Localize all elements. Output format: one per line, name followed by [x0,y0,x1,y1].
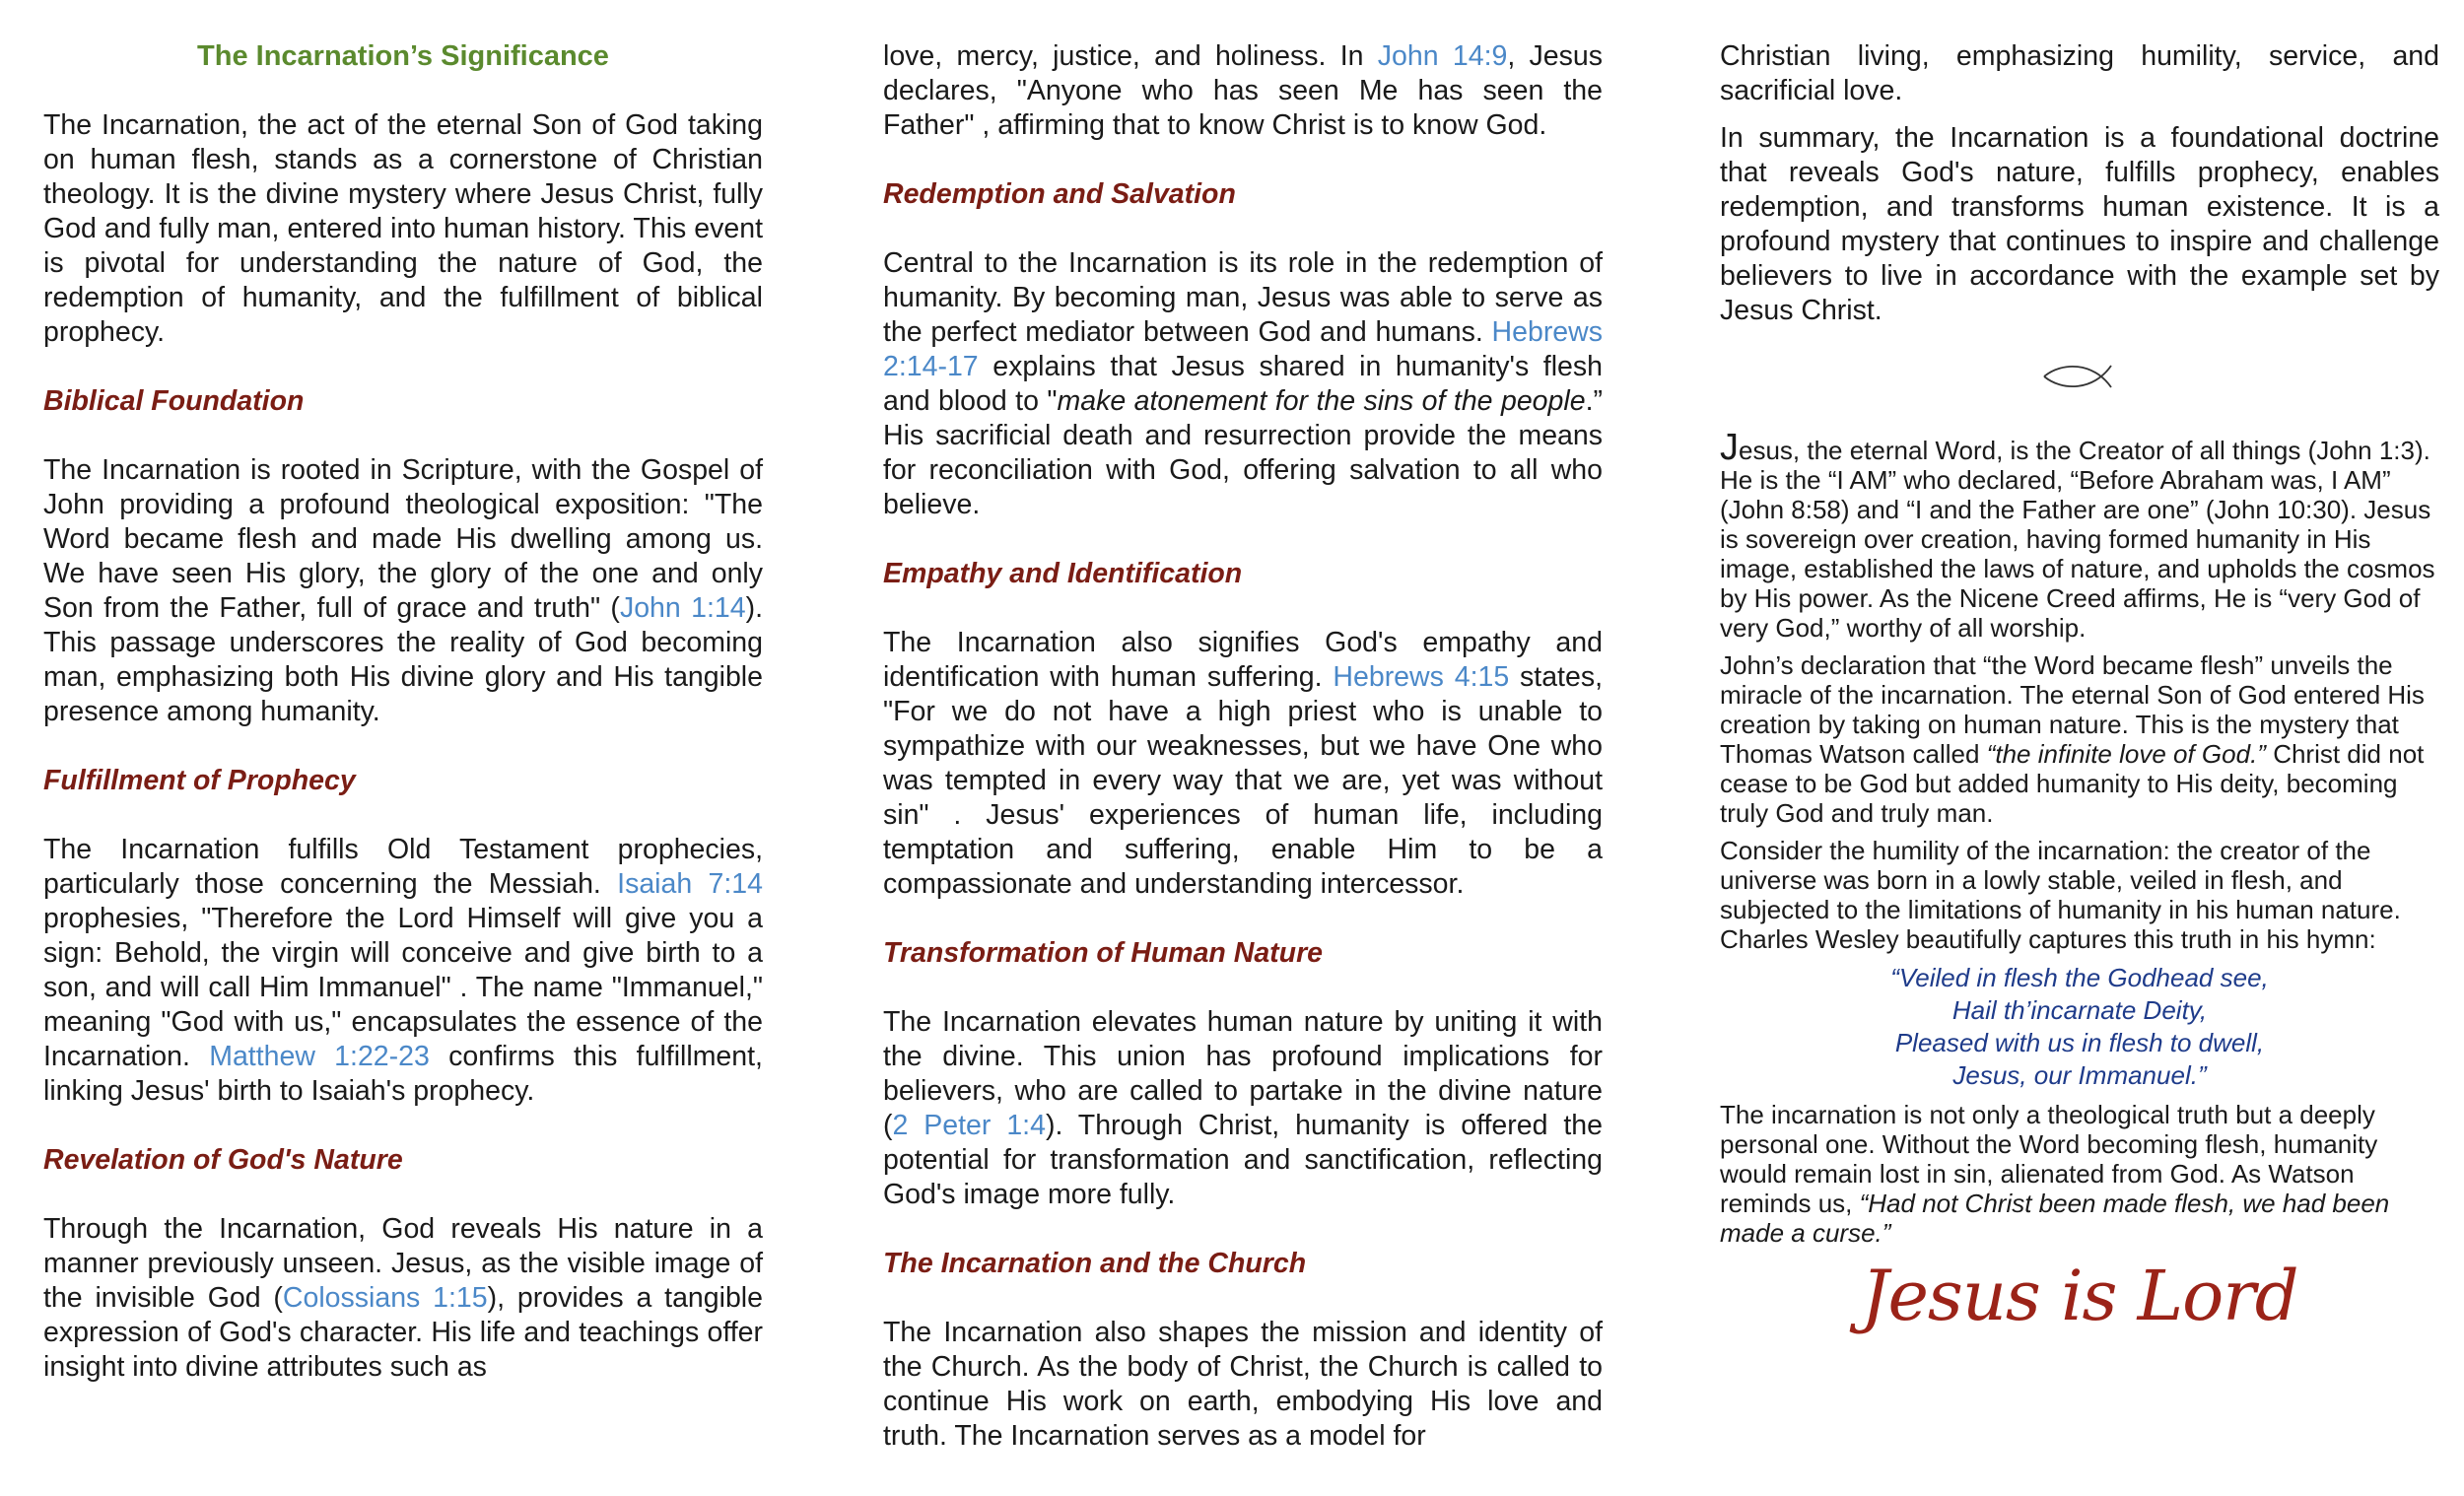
text-run: ), provides a tangible expression of God's character. His life and teachings offer insight into divine attributes such as [43,1282,763,1383]
column-middle [883,39,1603,1454]
text-run: The Incarnation is rooted in Scripture, with the Gospel of John providing a profound theological exposition: "The Word became flesh and made His dwelling among us. We have seen His glory, the glory of the one and only Son from the Father, full of grace and truth" ( [43,454,763,624]
heading-biblical-foundation: Biblical Foundation [43,385,305,417]
church-continued-paragraph: Christian living, emphasizing humility, service, and sacrificial love. [1720,40,2439,106]
italic-quote: make atonement for the sins of the people [1057,385,1586,417]
heading-redemption-and-salvation: Redemption and Salvation [883,178,1236,210]
personal-truth-paragraph [1720,1100,2439,1248]
text-run: Christ did not cease to be God but added humanity to His deity, becoming truly God and truly man. [1720,739,2425,828]
text-run: The Incarnation elevates human nature by uniting it with the divine. This union has profound implications for believers, who are called to partake in the divine nature ( [883,1006,1603,1141]
text-run: ). This passage underscores the reality of God becoming man, emphasizing both His divine glory and His tangible presence among humanity. [43,592,763,727]
scripture-link-colossians-1-15[interactable]: Colossians 1:15 [282,1282,488,1314]
scripture-link-2-peter-1-4[interactable]: 2 Peter 1:4 [892,1110,1046,1141]
humility-paragraph: Consider the humility of the incarnation: the creator of the universe was born in a lowly stable, veiled in flesh, and subjected to the limitations of humanity in his human nature. Charles Wesley beautifully captures this truth in his hymn: [1720,836,2401,954]
text-run: The incarnation is not only a theological truth but a deeply personal one. Without the Word becoming flesh, humanity would remain lost in sin, alienated from God. As Watson reminds us, [1720,1100,2378,1218]
text-run: states, "For we do not have a high priest who is unable to sympathize with our weaknesses, but we have One who was tempted in every way that we are, yet was without sin" . Jesus' experiences of human life, including temptation and suffering, enable Him to be a compassionate and understanding intercessor. [883,661,1603,900]
hymn-quote [1720,962,2439,1092]
text-run: Through the Incarnation, God reveals His nature in a manner previously unseen. Jesus, as the visible image of the invisible God ( [43,1213,763,1314]
scripture-link-john-1-14[interactable]: John 1:14 [619,592,746,624]
text-run: .” His sacrificial death and resurrection provide the means for reconciliation with God, offering salvation to all who believe. [883,385,1603,520]
creator-paragraph [1720,427,2439,643]
text-run: confirms this fulfillment, linking Jesus' birth to Isaiah's prophecy. [43,1041,763,1107]
text-run: The Incarnation fulfills Old Testament prophecies, particularly those concerning the Messiah. [43,834,763,900]
prophecy-paragraph [43,833,763,1109]
text-run: love, mercy, justice, and holiness. In [883,40,1378,72]
italic-quote: “Had not Christ been made flesh, we had been made a curse.” [1720,1189,2390,1248]
text-run: esus, the eternal Word, is the Creator of all things (John 1:3). He is the “I AM” who declared, “Before Abraham was, I AM” (John 8:58) and “I and the Father are one” (John 10:30). Jesus is sovereign over creation, having formed humanity in His image, established the laws of nature, and upholds the cosmos by His power. As the Nicene Creed affirms, He is “very God of very God,” worthy of all worship. [1720,436,2435,643]
italic-quote: “the infinite love of God.” [1986,739,2266,769]
signature-jesus-is-lord: Jesus is Lord [1861,1256,2298,1336]
church-paragraph: The Incarnation also shapes the mission and identity of the Church. As the body of Christ, the Church is called to continue His work on earth, embodying His love and truth. The Incarnation serves as a model for [883,1317,1603,1452]
drop-cap: J [1720,427,1739,468]
heading-transformation-of-human-nature: Transformation of Human Nature [883,937,1324,969]
hymn-line: Jesus, our Immanuel.” [1952,1060,2207,1090]
text-run: The Incarnation also signifies God's empathy and identification with human suffering. [883,627,1603,693]
heading-revelation-of-gods-nature: Revelation of God's Nature [43,1144,403,1176]
revelation-paragraph [43,1212,763,1385]
scripture-link-isaiah-7-14[interactable]: Isaiah 7:14 [617,868,763,900]
text-run: ). Through Christ, humanity is offered the potential for transformation and sanctification, reflecting God's image more fully. [883,1110,1603,1210]
text-run: John’s declaration that “the Word became flesh” unveils the miracle of the incarnation. The eternal Son of God entered His creation by taking on human nature. This is the mystery that Thomas Watson called [1720,650,2425,769]
revelation-continued-paragraph [883,39,1603,143]
scripture-link-matthew-1-22[interactable]: Matthew 1:22-23 [209,1041,430,1072]
heading-empathy-and-identification: Empathy and Identification [883,558,1243,589]
heading-incarnation-and-church: The Incarnation and the Church [883,1248,1307,1279]
redemption-paragraph [883,246,1603,522]
hymn-line: Pleased with us in flesh to dwell, [1894,1028,2265,1057]
biblical-foundation-paragraph [43,453,763,729]
ichthys-fish-icon [2042,364,2117,389]
transformation-paragraph [883,1005,1603,1212]
text-run: prophesies, "Therefore the Lord Himself will give you a sign: Behold, the virgin will conceive and give birth to a son, and will call Him Immanuel" . The name "Immanuel," meaning "God with us," encapsulates the essence of the Incarnation. [43,903,763,1072]
text-run: , Jesus declares, "Anyone who has seen Me has seen the Father" , affirming that to know Christ is to know God. [883,40,1603,141]
intro-paragraph: The Incarnation, the act of the eternal Son of God taking on human flesh, stands as a cornerstone of Christian theology. It is the divine mystery where Jesus Christ, fully God and fully man, entered into human history. This event is pivotal for understanding the nature of God, the redemption of humanity, and the fulfillment of biblical prophecy. [43,109,763,348]
empathy-paragraph [883,626,1603,902]
text-run: Central to the Incarnation is its role in the redemption of humanity. By becoming man, Jesus was able to serve as the perfect mediator between God and humans. [883,247,1603,348]
column-right [1720,39,2439,1336]
scripture-link-john-14-9[interactable]: John 14:9 [1377,40,1508,72]
scripture-link-hebrews-4-15[interactable]: Hebrews 4:15 [1333,661,1510,693]
column-left [43,39,763,1385]
summary-paragraph: In summary, the Incarnation is a foundational doctrine that reveals God's nature, fulfills prophecy, enables redemption, and transforms human existence. It is a profound mystery that continues to inspire and challenge believers to live in accordance with the example set by Jesus Christ. [1720,122,2439,326]
scripture-link-hebrews-2-14[interactable]: Hebrews 2:14-17 [883,316,1603,382]
document-title: The Incarnation’s Significance [197,40,609,72]
hymn-line: Hail th’incarnate Deity, [1951,995,2208,1025]
word-became-flesh-paragraph [1720,650,2439,828]
text-run: explains that Jesus shared in humanity's flesh and blood to " [883,351,1603,417]
heading-fulfillment-of-prophecy: Fulfillment of Prophecy [43,765,356,796]
hymn-line: “Veiled in flesh the Godhead see, [1890,963,2269,992]
